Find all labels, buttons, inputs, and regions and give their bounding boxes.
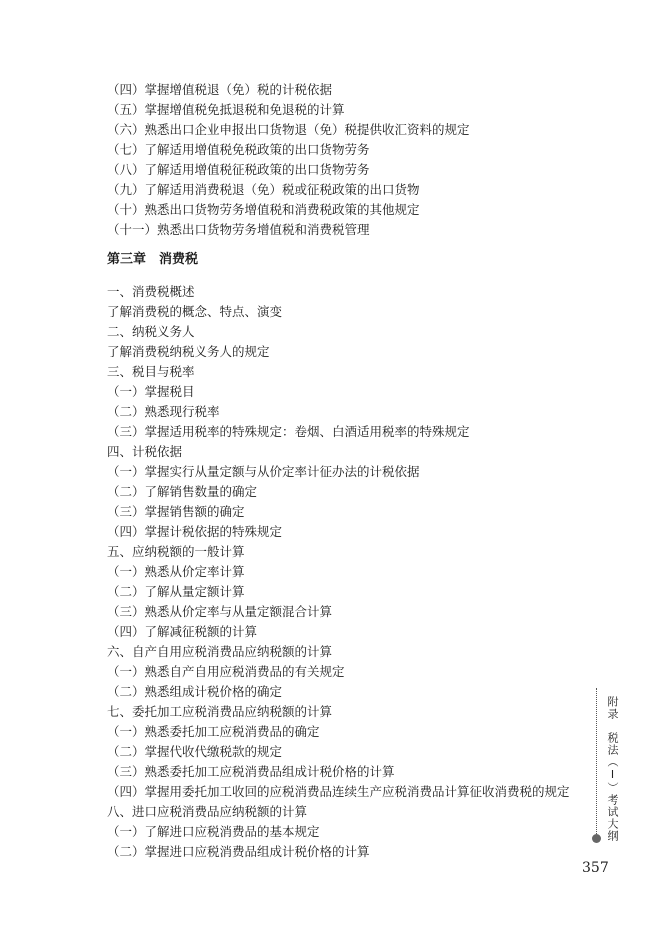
outline-item: （三）掌握销售额的确定: [107, 504, 245, 519]
outline-item: （一）熟悉自产自用应税消费品的有关规定: [107, 664, 345, 679]
outline-item: 了解消费税的概念、特点、演变: [107, 304, 283, 319]
side-dotted-rule: [596, 688, 597, 836]
side-tab-label: 附录 税法（Ⅰ）考试大纲: [606, 696, 619, 842]
section-heading: 二、纳税义务人: [107, 324, 195, 339]
outline-item: （二）熟悉组成计税价格的确定: [107, 684, 283, 699]
outline-item: （二）熟悉现行税率: [107, 404, 220, 419]
outline-item: （二）了解从量定额计算: [107, 584, 245, 599]
outline-item: （四）掌握增值税退（免）税的计税依据: [107, 82, 333, 97]
section-heading: 四、计税依据: [107, 444, 183, 459]
outline-item: （一）掌握税目: [107, 384, 195, 399]
outline-item: （十一）熟悉出口货物劳务增值税和消费税管理: [107, 222, 370, 237]
outline-item: （三）掌握适用税率的特殊规定：卷烟、白酒适用税率的特殊规定: [107, 424, 470, 439]
section-heading: 五、应纳税额的一般计算: [107, 544, 245, 559]
side-bullet-icon: [592, 834, 601, 843]
outline-item: （四）了解减征税额的计算: [107, 624, 258, 639]
page-number: 357: [582, 860, 609, 876]
outline-item: （一）熟悉从价定率计算: [107, 564, 245, 579]
outline-item: （七）了解适用增值税免税政策的出口货物劳务: [107, 142, 370, 157]
section-heading: 一、消费税概述: [107, 284, 195, 299]
outline-item: （一）了解进口应税消费品的基本规定: [107, 824, 320, 839]
outline-item: （一）掌握实行从量定额与从价定率计征办法的计税依据: [107, 464, 420, 479]
outline-item: （三）熟悉委托加工应税消费品组成计税价格的计算: [107, 764, 395, 779]
outline-item: （四）掌握用委托加工收回的应税消费品连续生产应税消费品计算征收消费税的规定: [107, 784, 570, 799]
page-content: [107, 80, 577, 862]
outline-item: （八）了解适用增值税征税政策的出口货物劳务: [107, 162, 370, 177]
outline-item: （三）熟悉从价定率与从量定额混合计算: [107, 604, 333, 619]
outline-item: （五）掌握增值税免抵退税和免退税的计算: [107, 102, 345, 117]
outline-item: （二）掌握代收代缴税款的规定: [107, 744, 283, 759]
side-tab: [588, 688, 619, 848]
outline-item: 了解消费税纳税义务人的规定: [107, 344, 270, 359]
section-heading: 八、进口应税消费品应纳税额的计算: [107, 804, 308, 819]
section-heading: 三、税目与税率: [107, 364, 195, 379]
outline-item: （十）熟悉出口货物劳务增值税和消费税政策的其他规定: [107, 202, 420, 217]
outline-item: （一）熟悉委托加工应税消费品的确定: [107, 724, 320, 739]
outline-item: （二）了解销售数量的确定: [107, 484, 258, 499]
outline-item: （二）掌握进口应税消费品组成计税价格的计算: [107, 844, 370, 859]
outline-item: （九）了解适用消费税退（免）税或征税政策的出口货物: [107, 182, 420, 197]
outline-item: （四）掌握计税依据的特殊规定: [107, 524, 283, 539]
section-heading: 六、自产自用应税消费品应纳税额的计算: [107, 644, 333, 659]
chapter-title: 第三章 消费税: [107, 252, 199, 267]
section-heading: 七、委托加工应税消费品应纳税额的计算: [107, 704, 333, 719]
outline-item: （六）熟悉出口企业申报出口货物退（免）税提供收汇资料的规定: [107, 122, 470, 137]
